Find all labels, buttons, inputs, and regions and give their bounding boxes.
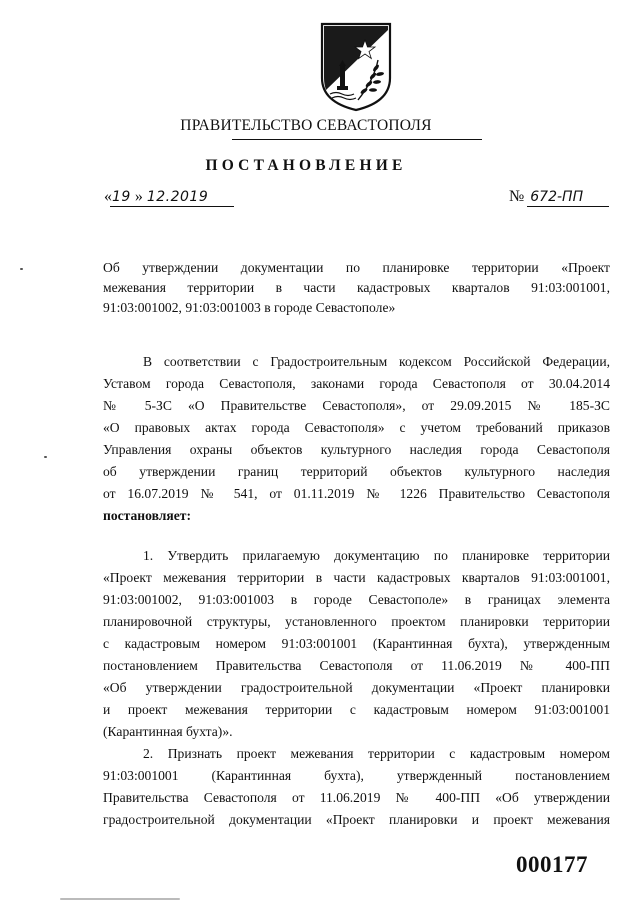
preamble-line: № 5-ЗС «О Правительстве Севастополя», от 29.09.2015 № 185-ЗС	[103, 398, 610, 413]
number-underline	[527, 206, 609, 207]
date-underline	[110, 206, 234, 207]
document-number	[509, 188, 609, 210]
date-open-quote: «	[104, 188, 112, 205]
item2-line: Правительства Севастополя от 11.06.2019 № 400-ПП «Об утверждении	[103, 790, 610, 805]
preamble-line: Уставом города Севастополя, законами города Севастополя от 30.04.2014	[103, 376, 610, 391]
item1-line: «Проект межевания территории в части кадастровых кварталов 91:03:001001,	[103, 570, 610, 585]
date-close-quote: »	[134, 188, 143, 205]
document-date	[104, 188, 234, 210]
document-type-heading: ПОСТАНОВЛЕНИЕ	[205, 157, 407, 174]
item2-line: 2. Признать проект межевания территории с кадастровым номером	[143, 746, 610, 761]
preamble-line: от 16.07.2019 № 541, от 01.11.2019 № 1226 Правительство Севастополя	[103, 486, 610, 501]
scan-speck	[20, 268, 23, 270]
item1-line: «Об утверждении градостроительной документации «Проект планировки	[103, 680, 610, 695]
item1-line: постановлением Правительства Севастополя от 11.06.2019 № 400-ПП	[103, 658, 610, 673]
scan-speck	[44, 456, 47, 458]
preamble-line: Управления охраны объектов культурного наследия города Севастополя	[103, 442, 610, 457]
item1-line: с кадастровым номером 91:03:001001 (Карантинная бухта), утвержденным	[103, 636, 610, 651]
title-line: Об утверждении документации по планировке территории «Проект	[103, 260, 610, 275]
preamble-line: об утверждении границ территорий объектов культурного наследия	[103, 464, 610, 479]
item1-line: 91:03:001002, 91:03:001003 в городе Севастополе» в границах элемента	[103, 592, 610, 607]
item1-line: планировочной структуры, установленного проектом планировки территории	[103, 614, 610, 629]
item2-line: градостроительной документации «Проект планировки и проект межевания	[103, 812, 610, 827]
number-value: 672-ПП	[530, 189, 584, 205]
resolves-keyword: постановляет:	[103, 508, 191, 523]
item1-line: и проект межевания территории с кадастровым номером 91:03:001001	[103, 702, 610, 717]
item1-line: (Карантинная бухта)».	[103, 724, 233, 739]
organization-name: ПРАВИТЕЛЬСТВО СЕВАСТОПОЛЯ	[180, 117, 432, 134]
title-line: межевания территории в части кадастровых кварталов 91:03:001001,	[103, 280, 610, 295]
number-sign: №	[509, 188, 525, 205]
scan-edge-mark	[60, 898, 180, 900]
header-divider	[232, 139, 482, 140]
item1-line: 1. Утвердить прилагаемую документацию по планировке территории	[143, 548, 610, 563]
preamble-line: В соответствии с Градостроительным кодексом Российской Федерации,	[143, 354, 610, 369]
form-serial-number: 000177	[516, 852, 588, 877]
date-month-year: 12.2019	[146, 189, 209, 205]
preamble-line: «О правовых актах города Севастополя» с учетом требований приказов	[103, 420, 610, 435]
date-day: 19	[112, 189, 131, 205]
item2-line: 91:03:001001 (Карантинная бухта), утвержденный постановлением	[103, 768, 610, 783]
coat-of-arms-icon	[318, 20, 394, 112]
title-line: 91:03:001002, 91:03:001003 в городе Севастополе»	[103, 300, 396, 315]
